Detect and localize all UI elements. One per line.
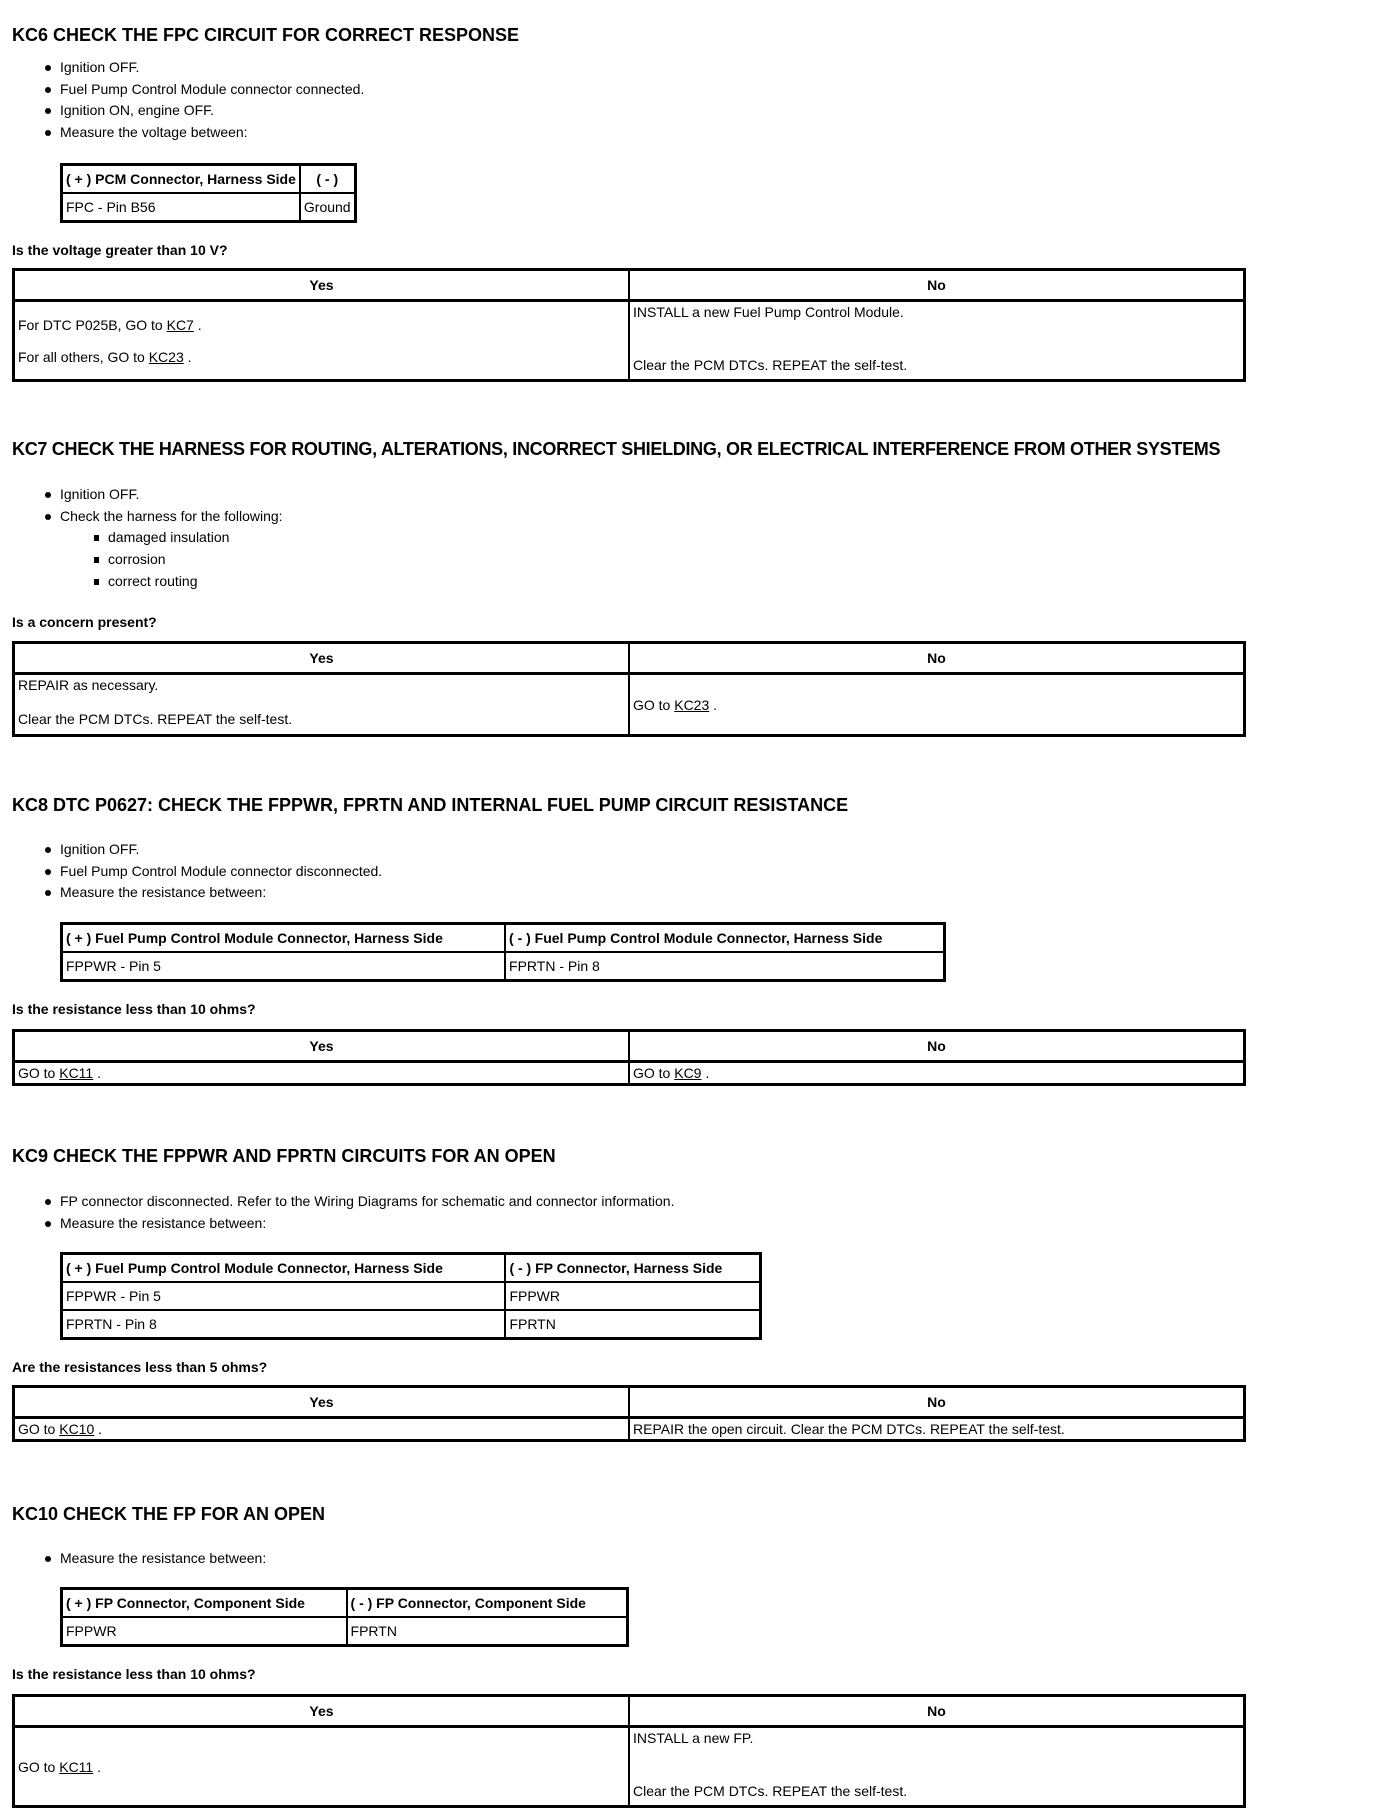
- kc11-link[interactable]: KC11: [59, 1065, 94, 1081]
- text: .: [183, 348, 192, 365]
- text: GO to: [18, 1421, 60, 1437]
- kc10-measure-table: [60, 1587, 629, 1647]
- header-cell: ( - ) FP Connector, Component Side: [347, 1589, 628, 1618]
- no-header: No: [629, 1031, 1245, 1062]
- kc8-question: Is the resistance less than 10 ohms?: [12, 1001, 256, 1017]
- header-cell: ( + ) PCM Connector, Harness Side: [62, 165, 300, 194]
- kc6-title: KC6 CHECK THE FPC CIRCUIT FOR CORRECT RESPONSE: [12, 25, 520, 45]
- header-cell: ( + ) Fuel Pump Control Module Connector, Harness Side: [62, 924, 506, 953]
- kc9-result-table: [12, 1385, 1246, 1442]
- kc8-title: KC8 DTC P0627: CHECK THE FPPWR, FPRTN AND INTERNAL FUEL PUMP CIRCUIT RESISTANCE: [12, 795, 849, 815]
- yes-cell: [14, 674, 630, 736]
- text: Clear the PCM DTCs. REPEAT the self-test.: [633, 1783, 908, 1799]
- header-cell: ( - ): [300, 165, 355, 194]
- text: For all others, GO to: [18, 348, 149, 365]
- kc6-steps: [12, 57, 364, 144]
- yes-header: Yes: [14, 1031, 630, 1062]
- step: Check the harness for the following:: [12, 506, 283, 528]
- yes-cell: [14, 1062, 630, 1085]
- no-cell: [629, 301, 1245, 381]
- yes-cell: [14, 301, 630, 381]
- cell: FPRTN - Pin 8: [62, 1310, 506, 1339]
- step: Ignition OFF.: [12, 484, 283, 506]
- no-header: No: [629, 643, 1245, 674]
- kc9-question: Are the resistances less than 5 ohms?: [12, 1359, 268, 1375]
- header-cell: ( + ) Fuel Pump Control Module Connector, Harness Side: [62, 1254, 506, 1283]
- kc9-steps: [12, 1191, 674, 1234]
- step: Measure the resistance between:: [12, 1548, 266, 1570]
- kc9-measure-table: [60, 1252, 762, 1340]
- text: Clear the PCM DTCs. REPEAT the self-test.: [18, 711, 293, 727]
- yes-header: Yes: [14, 643, 630, 674]
- kc7-title: KC7 CHECK THE HARNESS FOR ROUTING, ALTERATIONS, INCORRECT SHIELDING, OR ELECTRICAL INTERFERENCE FROM OTHER SYSTEMS: [12, 439, 1221, 459]
- kc7-question: Is a concern present?: [12, 614, 157, 630]
- kc8-measure-table: [60, 922, 946, 982]
- kc8-result-table: [12, 1029, 1246, 1086]
- kc10-question: Is the resistance less than 10 ohms?: [12, 1666, 256, 1682]
- text: .: [709, 696, 718, 713]
- text: GO to: [633, 696, 675, 713]
- text: GO to: [18, 1758, 60, 1775]
- substep: damaged insulation: [12, 527, 283, 549]
- step: Measure the resistance between:: [12, 882, 382, 904]
- kc8-steps: [12, 839, 382, 904]
- text: Clear the PCM DTCs. REPEAT the self-test.: [633, 357, 908, 373]
- cell: FPRTN: [347, 1617, 628, 1646]
- text: .: [94, 1421, 103, 1437]
- no-cell: [629, 1727, 1245, 1807]
- kc11-link[interactable]: KC11: [59, 1758, 94, 1775]
- no-cell: REPAIR the open circuit. Clear the PCM DTCs. REPEAT the self-test.: [629, 1418, 1245, 1441]
- step: Ignition OFF.: [12, 57, 364, 79]
- no-cell: [629, 674, 1245, 736]
- substep: corrosion: [12, 549, 283, 571]
- kc10-title: KC10 CHECK THE FP FOR AN OPEN: [12, 1504, 326, 1524]
- no-header: No: [629, 1696, 1245, 1727]
- text: GO to: [18, 1065, 60, 1081]
- kc6-question: Is the voltage greater than 10 V?: [12, 242, 228, 258]
- cell: FPRTN - Pin 8: [505, 952, 944, 981]
- header-cell: ( - ) Fuel Pump Control Module Connector, Harness Side: [505, 924, 944, 953]
- kc7-link[interactable]: KC7: [166, 316, 194, 333]
- kc10-link[interactable]: KC10: [59, 1421, 95, 1437]
- kc23-link[interactable]: KC23: [674, 696, 710, 713]
- kc10-steps: [12, 1548, 266, 1570]
- cell: FPPWR - Pin 5: [62, 952, 506, 981]
- kc23-link[interactable]: KC23: [148, 348, 184, 365]
- yes-header: Yes: [14, 270, 630, 301]
- yes-header: Yes: [14, 1387, 630, 1418]
- kc6-measure-table: [60, 163, 357, 223]
- text: REPAIR as necessary.: [18, 677, 159, 693]
- yes-header: Yes: [14, 1696, 630, 1727]
- kc10-result-table: [12, 1694, 1246, 1808]
- step: Fuel Pump Control Module connector disconnected.: [12, 861, 382, 883]
- step: Measure the resistance between:: [12, 1213, 674, 1235]
- kc9-title: KC9 CHECK THE FPPWR AND FPRTN CIRCUITS FOR AN OPEN: [12, 1146, 556, 1166]
- yes-cell: [14, 1727, 630, 1807]
- kc7-result-table: [12, 641, 1246, 737]
- text: INSTALL a new FP.: [633, 1730, 754, 1746]
- cell: FPPWR: [505, 1282, 760, 1310]
- cell: FPC - Pin B56: [62, 193, 300, 222]
- step: FP connector disconnected. Refer to the Wiring Diagrams for schematic and connector information.: [12, 1191, 674, 1213]
- substep: correct routing: [12, 571, 283, 593]
- no-cell: [629, 1062, 1245, 1085]
- header-cell: ( - ) FP Connector, Harness Side: [505, 1254, 760, 1283]
- kc7-steps: [12, 484, 283, 592]
- cell: FPRTN: [505, 1310, 760, 1339]
- cell: FPPWR: [62, 1617, 347, 1646]
- yes-cell: [14, 1418, 630, 1441]
- step: Fuel Pump Control Module connector connected.: [12, 79, 364, 101]
- no-header: No: [629, 1387, 1245, 1418]
- text: .: [701, 1065, 710, 1081]
- kc9-link[interactable]: KC9: [674, 1065, 702, 1081]
- text: For DTC P025B, GO to: [18, 316, 167, 333]
- text: .: [193, 316, 202, 333]
- cell: FPPWR - Pin 5: [62, 1282, 506, 1310]
- step: Ignition OFF.: [12, 839, 382, 861]
- text: .: [93, 1065, 101, 1081]
- header-cell: ( + ) FP Connector, Component Side: [62, 1589, 347, 1618]
- step: Ignition ON, engine OFF.: [12, 100, 364, 122]
- text: .: [93, 1758, 101, 1775]
- kc6-result-table: [12, 268, 1246, 382]
- text: GO to: [633, 1065, 675, 1081]
- text: INSTALL a new Fuel Pump Control Module.: [633, 304, 904, 320]
- no-header: No: [629, 270, 1245, 301]
- cell: Ground: [300, 193, 355, 222]
- step: Measure the voltage between:: [12, 122, 364, 144]
